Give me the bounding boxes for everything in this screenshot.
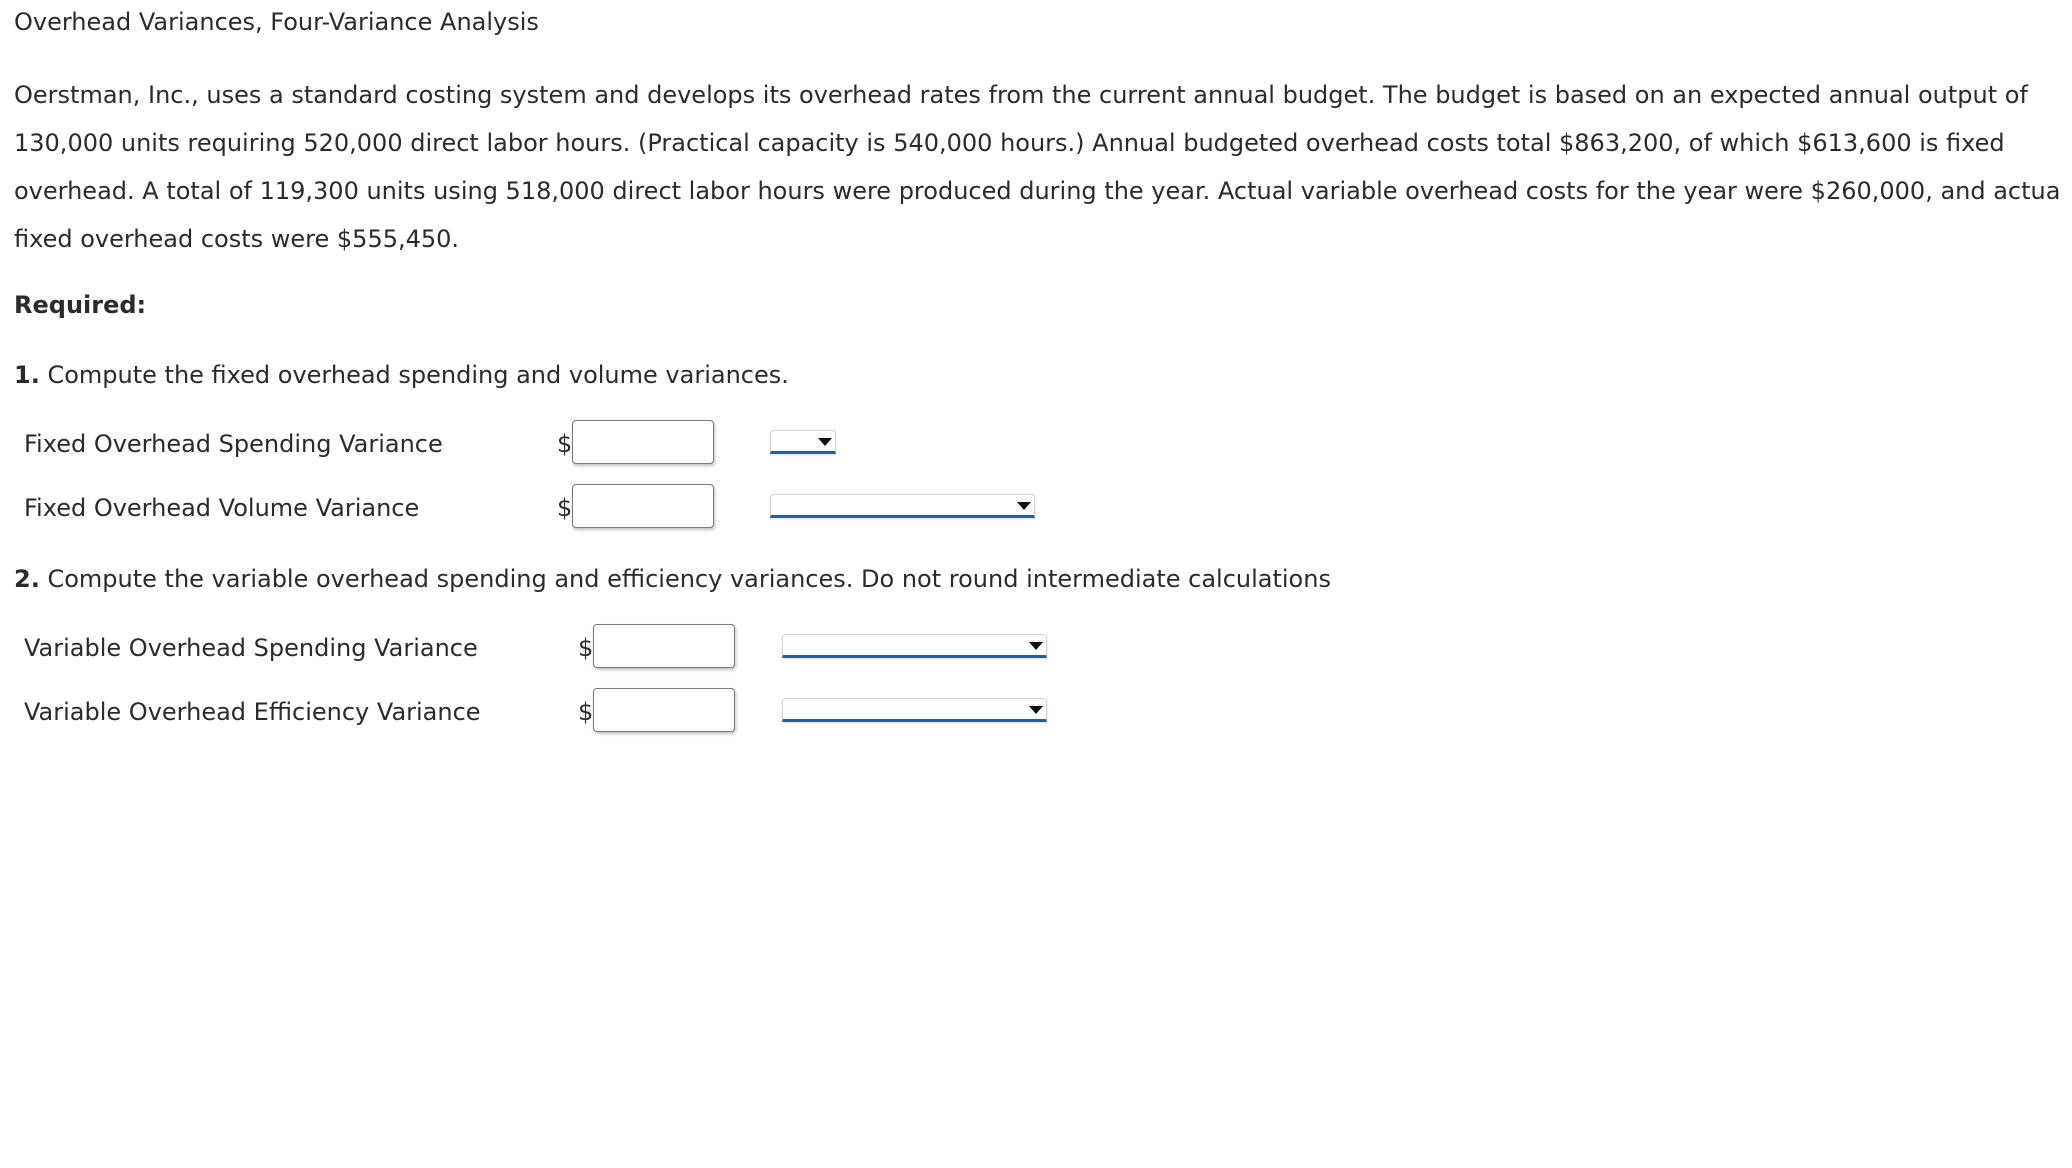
page-title: Overhead Variances, Four-Variance Analysis <box>14 8 539 36</box>
variable-efficiency-row <box>24 688 1224 736</box>
problem-statement <box>14 71 2072 263</box>
problem-line: Oerstman, Inc., uses a standard costing system and develops its overhead rates from the current annual budget. The budget is based on an expected annual output of <box>14 81 2028 109</box>
chevron-down-icon <box>1029 706 1043 714</box>
variable-spending-row <box>24 624 1224 672</box>
variable-efficiency-label: Variable Overhead Efficiency Variance <box>24 698 481 726</box>
fixed-volume-row <box>24 484 1224 532</box>
variable-spending-amount-input[interactable] <box>593 624 735 668</box>
variable-efficiency-type-select[interactable] <box>782 698 1047 722</box>
chevron-down-icon <box>1029 642 1043 650</box>
question-2 <box>14 564 1331 594</box>
fixed-volume-type-select[interactable] <box>770 494 1035 518</box>
fixed-volume-amount-input[interactable] <box>572 484 714 528</box>
question-2-text: Compute the variable overhead spending and efficiency variances. Do not round intermediate calculations <box>39 565 1331 593</box>
chevron-down-icon <box>818 438 832 446</box>
fixed-spending-amount-input[interactable] <box>572 420 714 464</box>
currency-symbol: $ <box>578 698 594 726</box>
fixed-spending-label: Fixed Overhead Spending Variance <box>24 430 443 458</box>
problem-line: 130,000 units requiring 520,000 direct labor hours. (Practical capacity is 540,000 hours.) Annual budgeted overhead costs total $863,200, of which $613,600 is fixed <box>14 129 2005 157</box>
currency-symbol: $ <box>578 634 594 662</box>
question-2-number: 2. <box>14 565 40 593</box>
fixed-spending-type-select[interactable] <box>770 430 836 454</box>
question-1-number: 1. <box>14 361 40 389</box>
currency-symbol: $ <box>557 494 573 522</box>
currency-symbol: $ <box>557 430 573 458</box>
problem-line: fixed overhead costs were $555,450. <box>14 225 460 253</box>
variable-efficiency-amount-input[interactable] <box>593 688 735 732</box>
chevron-down-icon <box>1017 502 1031 510</box>
problem-line: overhead. A total of 119,300 units using 518,000 direct labor hours were produced during the year. Actual variable overhead costs for the year were $260,000, and actua <box>14 177 2061 205</box>
question-1 <box>14 360 789 390</box>
question-1-text: Compute the fixed overhead spending and volume variances. <box>39 361 789 389</box>
variable-spending-type-select[interactable] <box>782 634 1047 658</box>
variable-spending-label: Variable Overhead Spending Variance <box>24 634 478 662</box>
fixed-spending-row <box>24 420 1224 468</box>
fixed-volume-label: Fixed Overhead Volume Variance <box>24 494 420 522</box>
required-heading: Required: <box>14 291 147 319</box>
